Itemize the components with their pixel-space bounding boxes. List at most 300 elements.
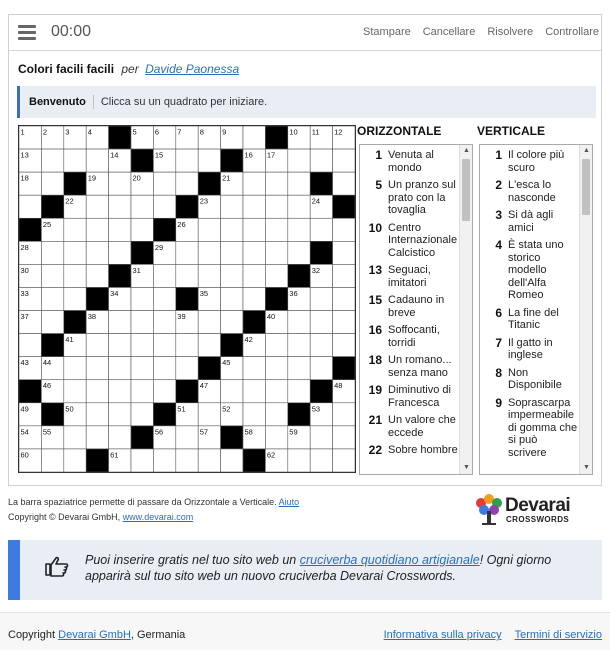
print-button[interactable]: Stampare bbox=[363, 26, 411, 38]
across-scrollbar[interactable] bbox=[459, 145, 472, 474]
keyboard-hint bbox=[8, 497, 299, 507]
cell-number: 41 bbox=[65, 335, 74, 345]
clue-text: Un pranzo sul prato con la tovaglia bbox=[388, 179, 456, 216]
grid-cell[interactable] bbox=[86, 403, 108, 426]
cell-number: 32 bbox=[311, 265, 321, 275]
grid-cell[interactable] bbox=[243, 357, 265, 380]
grid-cell[interactable] bbox=[265, 241, 287, 264]
clue-item[interactable] bbox=[360, 292, 458, 322]
clue-item[interactable] bbox=[360, 412, 458, 442]
grid-cell[interactable] bbox=[19, 195, 41, 218]
cell-number: 52 bbox=[222, 404, 231, 414]
grid-cell[interactable] bbox=[109, 172, 131, 195]
cell-number: 5 bbox=[132, 127, 137, 137]
cell-number: 20 bbox=[132, 173, 141, 183]
across-clue-panel[interactable] bbox=[359, 144, 473, 475]
grid-cell[interactable] bbox=[64, 241, 86, 264]
welcome-bar bbox=[17, 86, 596, 118]
grid-cell[interactable] bbox=[310, 218, 332, 241]
cell-number: 36 bbox=[289, 288, 298, 298]
cell-number: 19 bbox=[87, 173, 97, 183]
cell-number: 9 bbox=[222, 127, 227, 137]
cell-number: 50 bbox=[65, 404, 74, 414]
logo-word: Devarai bbox=[505, 495, 571, 516]
promo-link[interactable]: cruciverba quotidiano artigianale bbox=[299, 553, 480, 567]
grid-block bbox=[265, 126, 287, 149]
grid-cell[interactable] bbox=[64, 380, 86, 403]
cell-number: 37 bbox=[20, 312, 29, 322]
grid-cell[interactable] bbox=[176, 241, 198, 264]
down-header: VERTICALE bbox=[477, 124, 546, 138]
clue-item[interactable] bbox=[480, 305, 578, 335]
clue-text: Soffocanti, torridi bbox=[388, 324, 440, 349]
grid-cell[interactable] bbox=[153, 172, 175, 195]
clue-item[interactable] bbox=[480, 335, 578, 365]
grid-cell[interactable] bbox=[265, 218, 287, 241]
cell-number: 25 bbox=[42, 219, 52, 229]
grid-cell[interactable] bbox=[131, 195, 153, 218]
welcome-title: Benvenuto bbox=[20, 95, 94, 109]
grid-cell[interactable] bbox=[153, 195, 175, 218]
clue-text: Si dà agli amici bbox=[508, 209, 554, 234]
clue-text: Diminutivo di Francesca bbox=[388, 384, 451, 409]
grid-block bbox=[310, 172, 332, 195]
grid-block bbox=[41, 403, 63, 426]
cell-number: 43 bbox=[20, 358, 29, 368]
grid-cell[interactable] bbox=[333, 218, 355, 241]
grid-cell[interactable] bbox=[109, 218, 131, 241]
cell-number: 26 bbox=[177, 219, 186, 229]
grid-block bbox=[288, 264, 310, 287]
grid-cell[interactable] bbox=[221, 195, 243, 218]
clue-item[interactable] bbox=[480, 207, 578, 237]
grid-cell[interactable] bbox=[333, 311, 355, 334]
grid-cell[interactable] bbox=[221, 449, 243, 472]
cell-number: 58 bbox=[244, 427, 253, 437]
grid-cell[interactable] bbox=[86, 334, 108, 357]
down-scrollbar[interactable] bbox=[579, 145, 592, 474]
pointing-hand-icon bbox=[44, 555, 70, 577]
cell-number: 22 bbox=[65, 196, 74, 206]
grid-block bbox=[333, 195, 355, 218]
grid-cell[interactable] bbox=[153, 311, 175, 334]
cell-number: 51 bbox=[177, 404, 186, 414]
grid-block bbox=[243, 449, 265, 472]
grid-cell[interactable] bbox=[310, 149, 332, 172]
grid-cell[interactable] bbox=[153, 334, 175, 357]
puzzle-title-row bbox=[18, 62, 239, 76]
grid-cell[interactable] bbox=[333, 172, 355, 195]
clue-item[interactable] bbox=[480, 177, 578, 207]
clue-text: Il gatto in inglese bbox=[508, 336, 553, 361]
grid-cell[interactable] bbox=[333, 264, 355, 287]
grid-cell[interactable] bbox=[153, 449, 175, 472]
grid-cell[interactable] bbox=[153, 357, 175, 380]
grid-cell[interactable] bbox=[131, 311, 153, 334]
grid-cell[interactable] bbox=[243, 264, 265, 287]
cell-number: 18 bbox=[20, 173, 29, 183]
grid-cell[interactable] bbox=[86, 149, 108, 172]
grid-block bbox=[221, 334, 243, 357]
cell-number: 2 bbox=[42, 127, 48, 137]
cell-number: 10 bbox=[289, 127, 298, 137]
grid-cell[interactable] bbox=[288, 449, 310, 472]
cell-number: 54 bbox=[20, 427, 29, 437]
clue-item[interactable] bbox=[480, 147, 578, 177]
cell-number: 4 bbox=[87, 127, 92, 137]
clue-text: L'esca lo nasconde bbox=[508, 179, 556, 204]
copyright-small bbox=[8, 512, 193, 522]
grid-cell[interactable] bbox=[41, 449, 63, 472]
grid-cell[interactable] bbox=[333, 149, 355, 172]
clue-text: Sobre hombre bbox=[388, 444, 458, 456]
grid-block bbox=[265, 287, 287, 310]
cell-number: 16 bbox=[244, 150, 253, 160]
clue-item[interactable] bbox=[360, 352, 458, 382]
grid-block bbox=[176, 380, 198, 403]
grid-cell[interactable] bbox=[176, 264, 198, 287]
grid-cell[interactable] bbox=[243, 380, 265, 403]
clue-text: Cadauno in breve bbox=[388, 294, 445, 319]
grid-cell[interactable] bbox=[265, 380, 287, 403]
grid-cell[interactable] bbox=[221, 287, 243, 310]
clue-item[interactable] bbox=[480, 395, 578, 463]
grid-cell[interactable] bbox=[333, 426, 355, 449]
clue-number: 4 bbox=[495, 238, 502, 252]
clue-number: 8 bbox=[495, 365, 502, 380]
grid-cell[interactable] bbox=[265, 426, 287, 449]
clue-number: 21 bbox=[368, 413, 382, 427]
grid-block bbox=[64, 311, 86, 334]
grid-cell[interactable] bbox=[243, 241, 265, 264]
grid-cell[interactable] bbox=[64, 426, 86, 449]
menu-icon[interactable] bbox=[18, 25, 36, 39]
grid-cell[interactable] bbox=[64, 449, 86, 472]
clue-item[interactable] bbox=[480, 237, 578, 305]
timer: 00:00 bbox=[51, 23, 92, 40]
cell-number: 13 bbox=[20, 150, 29, 160]
grid-block bbox=[19, 218, 41, 241]
solve-button[interactable]: Risolvere bbox=[487, 26, 534, 38]
grid-block bbox=[310, 241, 332, 264]
cell-number: 8 bbox=[199, 127, 204, 137]
grid-cell[interactable] bbox=[310, 357, 332, 380]
scroll-up-icon[interactable]: ▲ bbox=[583, 147, 590, 154]
grid-block bbox=[41, 195, 63, 218]
bottom-copyright bbox=[8, 629, 185, 641]
clue-number: 5 bbox=[375, 178, 382, 192]
scroll-thumb[interactable] bbox=[462, 159, 470, 221]
cell-number: 3 bbox=[65, 127, 70, 137]
grid-cell[interactable] bbox=[131, 403, 153, 426]
cell-number: 62 bbox=[266, 450, 276, 460]
grid-cell[interactable] bbox=[243, 287, 265, 310]
clue-text: Un valore che eccede bbox=[388, 414, 456, 439]
grid-cell[interactable] bbox=[243, 403, 265, 426]
grid-cell[interactable] bbox=[310, 449, 332, 472]
grid-cell[interactable] bbox=[64, 149, 86, 172]
grid-cell[interactable] bbox=[243, 218, 265, 241]
cell-number: 48 bbox=[334, 381, 343, 391]
clue-item[interactable] bbox=[360, 220, 458, 263]
clue-text: Seguaci, imitatori bbox=[388, 264, 431, 289]
grid-cell[interactable] bbox=[176, 149, 198, 172]
grid-cell[interactable] bbox=[64, 264, 86, 287]
down-clue-list bbox=[480, 145, 578, 474]
grid-block bbox=[198, 172, 220, 195]
grid-cell[interactable] bbox=[221, 264, 243, 287]
grid-cell[interactable] bbox=[288, 172, 310, 195]
clue-number: 18 bbox=[368, 353, 382, 367]
clue-number: 10 bbox=[368, 220, 382, 235]
grid-cell[interactable] bbox=[243, 126, 265, 149]
grid-block bbox=[64, 172, 86, 195]
promo-text-before: Puoi inserire gratis nel tuo sito web un bbox=[85, 553, 300, 567]
grid-cell[interactable] bbox=[86, 357, 108, 380]
grid-block bbox=[109, 264, 131, 287]
grid-cell[interactable] bbox=[41, 264, 63, 287]
grid-cell[interactable] bbox=[288, 334, 310, 357]
grid-cell[interactable] bbox=[109, 426, 131, 449]
terms-link[interactable]: Termini di servizio bbox=[514, 629, 602, 641]
grid-cell[interactable] bbox=[243, 172, 265, 195]
cell-number: 35 bbox=[199, 288, 209, 298]
grid-cell[interactable] bbox=[176, 449, 198, 472]
grid-cell[interactable] bbox=[310, 334, 332, 357]
grid-cell[interactable] bbox=[288, 149, 310, 172]
cell-number: 1 bbox=[20, 127, 25, 137]
clue-number: 7 bbox=[495, 335, 502, 350]
grid-cell[interactable] bbox=[131, 287, 153, 310]
grid-cell[interactable] bbox=[221, 311, 243, 334]
grid-cell[interactable] bbox=[198, 311, 220, 334]
grid-cell[interactable] bbox=[198, 149, 220, 172]
grid-cell[interactable] bbox=[64, 218, 86, 241]
scroll-down-icon[interactable]: ▼ bbox=[463, 464, 470, 471]
grid-cell[interactable] bbox=[41, 311, 63, 334]
tool-buttons bbox=[351, 26, 599, 38]
grid-block bbox=[19, 380, 41, 403]
grid-cell[interactable] bbox=[86, 218, 108, 241]
grid-cell[interactable] bbox=[176, 172, 198, 195]
grid-cell[interactable] bbox=[153, 264, 175, 287]
grid-cell[interactable] bbox=[265, 334, 287, 357]
grid-cell[interactable] bbox=[109, 403, 131, 426]
privacy-link[interactable]: Informativa sulla privacy bbox=[383, 629, 502, 641]
grid-block bbox=[221, 426, 243, 449]
grid-block bbox=[198, 357, 220, 380]
scroll-down-icon[interactable]: ▼ bbox=[583, 464, 590, 471]
grid-cell[interactable] bbox=[86, 195, 108, 218]
clue-item[interactable] bbox=[480, 365, 578, 395]
grid-cell[interactable] bbox=[265, 195, 287, 218]
grid-block bbox=[131, 149, 153, 172]
grid-cell[interactable] bbox=[288, 357, 310, 380]
grid-cell[interactable] bbox=[109, 241, 131, 264]
grid-cell[interactable] bbox=[176, 334, 198, 357]
grid-cell[interactable] bbox=[86, 264, 108, 287]
clue-number: 15 bbox=[368, 293, 382, 307]
cell-number: 7 bbox=[177, 127, 182, 137]
grid-block bbox=[153, 218, 175, 241]
grid-cell[interactable] bbox=[198, 334, 220, 357]
grid-cell[interactable] bbox=[109, 195, 131, 218]
grid-block bbox=[131, 426, 153, 449]
clue-item[interactable] bbox=[360, 147, 458, 177]
copyright-small-text: Copyright © Devarai GmbH, bbox=[8, 512, 121, 522]
grid-cell[interactable] bbox=[288, 380, 310, 403]
grid-cell[interactable] bbox=[221, 218, 243, 241]
cell-number: 17 bbox=[266, 150, 276, 160]
clue-item[interactable] bbox=[360, 262, 458, 292]
grid-cell[interactable] bbox=[131, 380, 153, 403]
grid-cell[interactable] bbox=[109, 380, 131, 403]
help-link[interactable]: Aiuto bbox=[278, 497, 300, 507]
clue-number: 9 bbox=[495, 395, 502, 410]
welcome-text: Clicca su un quadrato per iniziare. bbox=[100, 96, 268, 108]
grid-cell[interactable] bbox=[109, 311, 131, 334]
clue-text: Il colore più scuro bbox=[508, 149, 565, 174]
cell-number: 53 bbox=[311, 404, 321, 414]
clue-item[interactable] bbox=[360, 177, 458, 220]
grid-cell[interactable] bbox=[288, 311, 310, 334]
cell-number: 60 bbox=[20, 450, 29, 460]
cell-number: 24 bbox=[311, 196, 321, 206]
cell-number: 12 bbox=[334, 127, 343, 137]
clue-text: Non Disponibile bbox=[508, 366, 562, 391]
grid-cell[interactable] bbox=[265, 357, 287, 380]
cell-number: 34 bbox=[110, 288, 119, 298]
grid-cell[interactable] bbox=[64, 287, 86, 310]
grid-cell[interactable] bbox=[333, 334, 355, 357]
crossword-grid[interactable] bbox=[18, 125, 356, 473]
grid-cell[interactable] bbox=[86, 380, 108, 403]
clue-text: Centro Internazionale Calcistico bbox=[388, 221, 458, 259]
cell-number: 23 bbox=[199, 196, 209, 206]
grid-cell[interactable] bbox=[333, 287, 355, 310]
grid-cell[interactable] bbox=[176, 426, 198, 449]
grid-cell[interactable] bbox=[333, 403, 355, 426]
clue-item[interactable] bbox=[360, 382, 458, 412]
tree-logo-icon bbox=[472, 493, 506, 527]
clue-text: La fine del Titanic bbox=[508, 306, 559, 331]
site-link[interactable]: www.devarai.com bbox=[122, 512, 194, 522]
cell-number: 49 bbox=[20, 404, 29, 414]
byline-prefix: per bbox=[121, 62, 139, 76]
grid-cell[interactable] bbox=[198, 449, 220, 472]
grid-block bbox=[86, 449, 108, 472]
grid-cell[interactable] bbox=[288, 218, 310, 241]
cell-number: 47 bbox=[199, 381, 209, 391]
cell-number: 61 bbox=[110, 450, 119, 460]
scroll-thumb[interactable] bbox=[582, 159, 590, 215]
grid-cell[interactable] bbox=[109, 334, 131, 357]
grid-cell[interactable] bbox=[153, 287, 175, 310]
clue-item[interactable] bbox=[360, 442, 458, 460]
grid-cell[interactable] bbox=[86, 241, 108, 264]
cell-number: 11 bbox=[311, 127, 320, 137]
devarai-logo[interactable] bbox=[472, 493, 582, 527]
grid-cell[interactable] bbox=[288, 195, 310, 218]
cell-number: 29 bbox=[154, 242, 164, 252]
grid-cell[interactable] bbox=[41, 287, 63, 310]
grid-cell[interactable] bbox=[198, 264, 220, 287]
grid-cell[interactable] bbox=[64, 357, 86, 380]
promo-banner bbox=[8, 540, 602, 600]
grid-block bbox=[288, 403, 310, 426]
grid-cell[interactable] bbox=[41, 149, 63, 172]
check-button[interactable]: Controllare bbox=[545, 26, 599, 38]
clue-number: 6 bbox=[495, 305, 502, 320]
cell-number: 38 bbox=[87, 312, 97, 322]
cell-number: 44 bbox=[42, 358, 52, 368]
grid-cell[interactable] bbox=[265, 172, 287, 195]
grid-cell[interactable] bbox=[109, 357, 131, 380]
grid-block bbox=[153, 403, 175, 426]
grid-cell[interactable] bbox=[41, 241, 63, 264]
grid-cell[interactable] bbox=[333, 241, 355, 264]
grid-block bbox=[176, 287, 198, 310]
grid-block bbox=[176, 195, 198, 218]
grid-cell[interactable] bbox=[310, 426, 332, 449]
grid-cell[interactable] bbox=[131, 218, 153, 241]
clear-button[interactable]: Cancellare bbox=[422, 26, 476, 38]
grid-cell[interactable] bbox=[310, 311, 332, 334]
grid-cell[interactable] bbox=[243, 195, 265, 218]
grid-cell[interactable] bbox=[131, 449, 153, 472]
across-header: ORIZZONTALE bbox=[357, 124, 442, 138]
clue-item[interactable] bbox=[360, 322, 458, 352]
cell-number: 55 bbox=[42, 427, 52, 437]
clue-number: 19 bbox=[368, 383, 382, 397]
grid-cell[interactable] bbox=[198, 218, 220, 241]
grid-cell[interactable] bbox=[131, 357, 153, 380]
across-clue-list bbox=[360, 145, 458, 474]
grid-cell[interactable] bbox=[288, 241, 310, 264]
grid-cell[interactable] bbox=[86, 426, 108, 449]
grid-cell[interactable] bbox=[131, 334, 153, 357]
author-link[interactable]: Davide Paonessa bbox=[145, 62, 240, 76]
grid-cell[interactable] bbox=[265, 264, 287, 287]
bottom-bar bbox=[0, 612, 610, 650]
grid-cell[interactable] bbox=[41, 172, 63, 195]
clue-number: 13 bbox=[368, 263, 382, 277]
grid-block bbox=[243, 311, 265, 334]
grid-cell[interactable] bbox=[176, 357, 198, 380]
grid-cell[interactable] bbox=[153, 380, 175, 403]
grid-cell[interactable] bbox=[221, 241, 243, 264]
keyboard-hint-text: La barra spaziatrice permette di passare da Orizzontale a Verticale. bbox=[8, 497, 277, 507]
grid-cell[interactable] bbox=[265, 403, 287, 426]
scroll-up-icon[interactable]: ▲ bbox=[463, 147, 470, 154]
crossword-app bbox=[8, 14, 602, 486]
grid-cell[interactable] bbox=[333, 449, 355, 472]
grid-cell[interactable] bbox=[198, 403, 220, 426]
cell-number: 33 bbox=[20, 288, 29, 298]
grid-cell[interactable] bbox=[19, 334, 41, 357]
clue-number: 3 bbox=[495, 208, 502, 222]
grid-block bbox=[221, 149, 243, 172]
country-text: , Germania bbox=[130, 629, 186, 641]
grid-cell[interactable] bbox=[310, 287, 332, 310]
grid-cell[interactable] bbox=[221, 380, 243, 403]
cell-number: 57 bbox=[199, 427, 209, 437]
company-link[interactable]: Devarai GmbH bbox=[58, 629, 131, 641]
cell-number: 56 bbox=[154, 427, 164, 437]
grid-cell[interactable] bbox=[198, 241, 220, 264]
down-clue-panel[interactable] bbox=[479, 144, 593, 475]
puzzle-title: Colori facili facili bbox=[18, 62, 115, 76]
